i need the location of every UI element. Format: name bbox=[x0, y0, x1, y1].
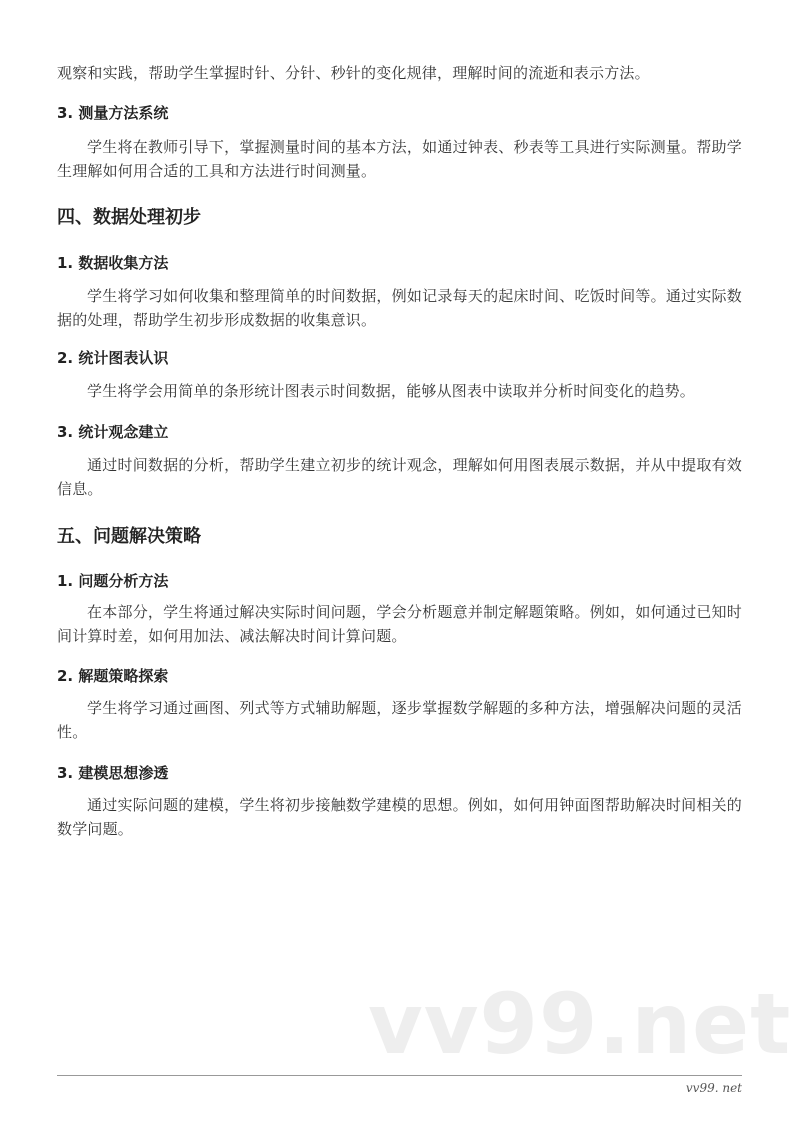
paragraph: 学生将在教师引导下，掌握测量时间的基本方法，如通过钟表、秒表等工具进行实际测量。帮助学生理解如何用合适的工具和方法进行时间测量。 bbox=[57, 138, 742, 180]
paragraph: 学生将学习通过画图、列式等方式辅助解题，逐步掌握数学解题的多种方法，增强解决问题的灵活性。 bbox=[57, 699, 742, 741]
subheading: 1. 问题分析方法 bbox=[57, 572, 169, 590]
subheading: 1. 数据收集方法 bbox=[57, 254, 169, 272]
paragraph: 通过实际问题的建模，学生将初步接触数学建模的思想。例如，如何用钟面图帮助解决时间相关的数学问题。 bbox=[57, 796, 742, 838]
subheading: 2. 解题策略探索 bbox=[57, 667, 169, 685]
watermark: vv99.net bbox=[368, 975, 792, 1073]
subheading: 3. 测量方法系统 bbox=[57, 104, 169, 122]
section-heading: 五、问题解决策略 bbox=[57, 526, 201, 547]
footer-text: vv99. net bbox=[685, 1081, 742, 1095]
footer-divider bbox=[57, 1075, 742, 1076]
paragraph: 学生将学会用简单的条形统计图表示时间数据，能够从图表中读取并分析时间变化的趋势。 bbox=[87, 382, 696, 400]
paragraph: 通过时间数据的分析，帮助学生建立初步的统计观念，理解如何用图表展示数据，并从中提取有效信息。 bbox=[57, 456, 742, 498]
section-heading: 四、数据处理初步 bbox=[57, 207, 201, 228]
paragraph-continuation: 观察和实践，帮助学生掌握时针、分针、秒针的变化规律，理解时间的流逝和表示方法。 bbox=[57, 64, 650, 82]
paragraph: 在本部分，学生将通过解决实际时间问题，学会分析题意并制定解题策略。例如，如何通过已知时间计算时差，如何用加法、减法解决时间计算问题。 bbox=[57, 603, 742, 645]
subheading: 2. 统计图表认识 bbox=[57, 349, 169, 367]
paragraph: 学生将学习如何收集和整理简单的时间数据，例如记录每天的起床时间、吃饭时间等。通过实际数据的处理，帮助学生初步形成数据的收集意识。 bbox=[57, 287, 742, 329]
subheading: 3. 建模思想渗透 bbox=[57, 764, 169, 782]
subheading: 3. 统计观念建立 bbox=[57, 423, 169, 441]
